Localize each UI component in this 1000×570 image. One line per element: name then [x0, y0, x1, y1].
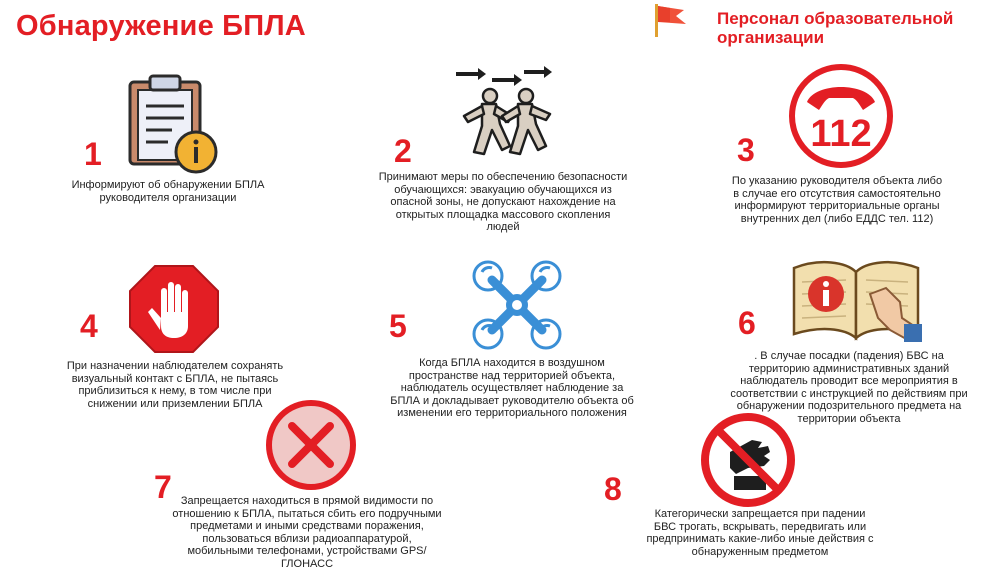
drone-icon [470, 258, 564, 352]
page-title: Обнаружение БПЛА [16, 10, 306, 42]
flag-icon [650, 2, 690, 38]
step-number-2: 2 [394, 133, 412, 169]
stop-hand-icon [128, 264, 220, 354]
svg-text:112: 112 [810, 113, 872, 155]
step-number-7: 7 [154, 469, 172, 505]
clipboard-info-icon [128, 72, 220, 170]
step-text-6: . В случае посадки (падения) БВС на территорию административных зданий наблюдатель проводит все мероприятия в соответствии с инструкцией по действиям при обнаружении подозрительного предмета на территории объекта [730, 350, 968, 425]
step-text-2: Принимают меры по обеспечению безопасности обучающихся: эвакуацию обучающихся из опасной зоны, не допускают нахождение на открытых площадка массового скопления людей [378, 171, 628, 233]
step-number-4: 4 [80, 308, 98, 344]
page-subtitle: Персонал образовательной организации [717, 9, 954, 47]
phone-112-icon [787, 62, 895, 170]
instruction-book-icon [790, 254, 924, 346]
step-text-7: Запрещается находиться в прямой видимости по отношению к БПЛА, пытаться сбить его подручными предметами и иными средствами поражения, пользоваться вблизи радиоаппаратурой, мобильными телефонами, устройствами GPS/ГЛОНАСС [172, 495, 442, 570]
step-number-1: 1 [84, 136, 102, 172]
step-text-5: Когда БПЛА находится в воздушном пространстве над территорией объекта, наблюдатель осуществляет наблюдение за БПЛА и докладывает руководителю объекта об изменении его территориального положения [390, 357, 634, 419]
step-text-1: Информируют об обнаружении БПЛА руководителя организации [71, 179, 265, 204]
step-text-8: Категорически запрещается при падении БВС трогать, вскрывать, передвигать или предпринимать какие-либо иные действия с обнаруженным предметом [646, 508, 874, 558]
do-not-touch-icon [700, 412, 796, 508]
prohibited-icon [266, 400, 356, 490]
step-number-6: 6 [738, 305, 756, 341]
step-number-8: 8 [604, 471, 622, 507]
step-number-3: 3 [737, 132, 755, 168]
step-number-5: 5 [389, 308, 407, 344]
step-text-4: При назначении наблюдателем сохранять визуальный контакт с БПЛА, не пытаясь приблизиться к нему, в том числе при снижении или приземлении БПЛА [66, 360, 284, 410]
evacuation-people-icon [452, 66, 556, 164]
step-text-3: По указанию руководителя объекта либо в случае его отсутствия самостоятельно информируют территориальные органы внутренних дел (либо ЕДДС тел. 112) [731, 175, 943, 225]
